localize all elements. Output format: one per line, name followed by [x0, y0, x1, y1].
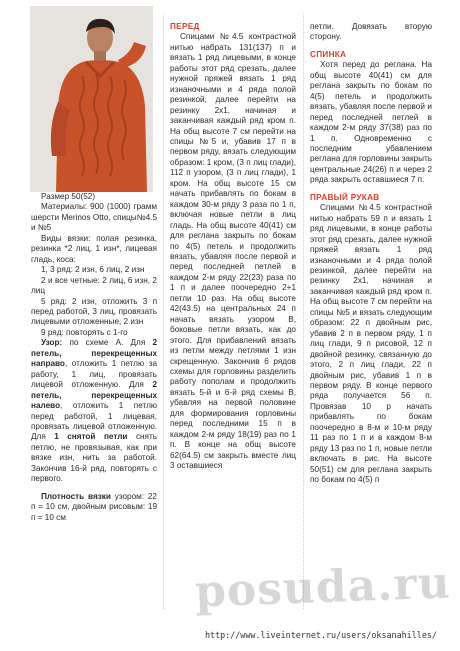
- back-body: Хотя перед до реглана. На общ высоте 40(41) см для реглана закрыть по бокам по 4(5) петель и продолжить вязать, убавляя после первой и перед последней петлей в каждом 2-м ряду 37(38) раз по 1 п. Одновременно с последним убавлением реглана для горловины закрыть центральные 24(26) п и через 2 ряда закрыть оставшиеся 7 п.: [310, 60, 432, 185]
- back-heading: СПИНКА: [310, 49, 347, 59]
- term-cross-left-text: , отложить 1 петлю перед работой, 1 лицевая, провязать лицевой отложенную. Для: [31, 401, 157, 442]
- term-slipped: 1 снятой петли: [54, 432, 128, 442]
- cable-row-even: 2 и все четные: 2 лиц, 6 изн, 2 лиц: [31, 275, 157, 296]
- watermark: posuda.ru: [194, 557, 452, 618]
- sleeve-heading: ПРАВЫЙ РУКАВ: [310, 192, 380, 202]
- column-front: [170, 22, 296, 471]
- model-photo: [30, 6, 153, 192]
- model-illustration: [30, 6, 153, 192]
- materials-text: Материалы: 900 (1000) грамм шерсти Merinos Otto, спицы№4.5 и №5: [31, 202, 157, 233]
- footer-url[interactable]: http://www.liveinternet.ru/users/oksanahilles/: [205, 630, 437, 640]
- term-cross-right: 2 петель, перекрещенных направо: [31, 338, 157, 369]
- front-heading: ПЕРЕД: [170, 22, 200, 31]
- term-cross-right-text: , отложить 1 петлю за работу, 1 лиц, провязать лицевой отложенную. Для: [31, 359, 157, 390]
- column-divider: [303, 14, 304, 609]
- density-text: узором: 22 п = 10 см, двойным рисовым: 19 п = 10 см: [31, 491, 157, 522]
- column-back-sleeve: [310, 22, 432, 485]
- front-body: Спицами №4.5 контрастной нитью набрать 131(137) п и вязать 1 ряд лицевыми, в конце работы этот ряд срезать, далее нужной пряжей вязать 1 ряд изнаночными и 4 ряда полой резинкой, далее перейти на резинку 2х1, начиная и заканчивая каждый ряд кром п. На общ высоте 7 см перейти на спицы №5 и, убавив 17 п в первом ряду, вязать следующим образом: 1 кром, (3 п лиц глади), 112 п узором, (3 п лиц глади), 1 кром. На общ высоте 15 см начать прибавлять по бокам в каждом 30-м ряду 3 раза по 1 п, включая новые петли в лиц гладь. На общ высоте 40(41) см для реглана закрыть по бокам по 4(5) петель и продолжить вязать, убавляя после первой и перед последней петлей в каждом 2-м ряду 22(23) раза по 1 п и далее поочередно 2+1 петли 10 раз. На общ высоте 42(43.5) на центральных 24 п начать вязать узором В, боковые петли вязать, как до этого. Для прибавлений вязать из петли между петлями 1 изн скрещенную. Закончив 6 рядов схемы для горловины разделить работу пополам и продолжить вязать 5-й и 6-й ряд схемы В, убавляя на первой половине для формирования горловины перед последними 15 п в каждом 2-м ряду 18(19) раз по 1 п. В конце на общ высоте 62(64.5) см закрыть вместе лиц 3 оставшиеся: [170, 32, 296, 471]
- pattern-lead: Узор:: [41, 338, 63, 348]
- term-cross-left: 2 петель, перекрещенных налево: [31, 380, 157, 411]
- pattern-text: по схеме А. Для: [62, 338, 153, 348]
- pattern-paragraph: [31, 338, 157, 484]
- density-lead: Плотность вязки: [41, 491, 111, 501]
- front-continued: петли. Довязать вторую сторону.: [310, 22, 432, 42]
- density-paragraph: [31, 492, 157, 523]
- term-slipped-text: снять петлю, не провязывая, как при вязке изн, нить за работой. Закончив 16-й ряд, повторять с первого.: [31, 432, 158, 484]
- size-text: Размер 50(52): [41, 192, 96, 201]
- column-materials: [31, 192, 157, 523]
- cable-row-9: 9 ряд: повторять с 1-го: [41, 327, 128, 337]
- knitting-types-intro: Виды вязки: полая резинка, резинка *2 лиц, 1 изн*, лицевая гладь, коса:: [31, 233, 157, 264]
- sleeve-body: Спицами №4.5 контрастной нитью набрать 59 п и вязать 1 ряд лицевыми, в конце работы этот ряд срезать, далее нужной пряжей вязать 1 ряд изнаночными и 4 ряда полой резинкой, далее перейти на резинку 2х1, начиная и заканчивая каждый ряд кром п. На общ высоте 7 см перейти на спицы №5 и вязать следующим образом: 22 п двойным рис, убавив 2 п в первом ряду, 1 п лиц глади, 9 п рисовой, 12 п двойной резинку, связанную до этого, 2 п лиц глади, 22 п двойным рис, убавив 1 п в первом ряду. В конце первого ряда получается 56 п. Провязав 10 р начать прибавлять по бокам поочередно в 8-м и 10-м ряду 11 раз по 1 п и в каждом 8-м ряду 13 раз по 1 п, новые петли включать в рис. На высоте 50(51) см для реглана закрыть по бокам по 4(5) п: [310, 203, 432, 485]
- column-divider: [163, 14, 164, 609]
- cable-row-5: 5 ряд: 2 изн, отложить 3 п перед работой, 3 лиц, провязать лицевыми отложенные, 2 изн: [31, 296, 157, 327]
- cable-row-1-3: 1, 3 ряд: 2 изн, 6 лиц, 2 изн: [41, 265, 145, 275]
